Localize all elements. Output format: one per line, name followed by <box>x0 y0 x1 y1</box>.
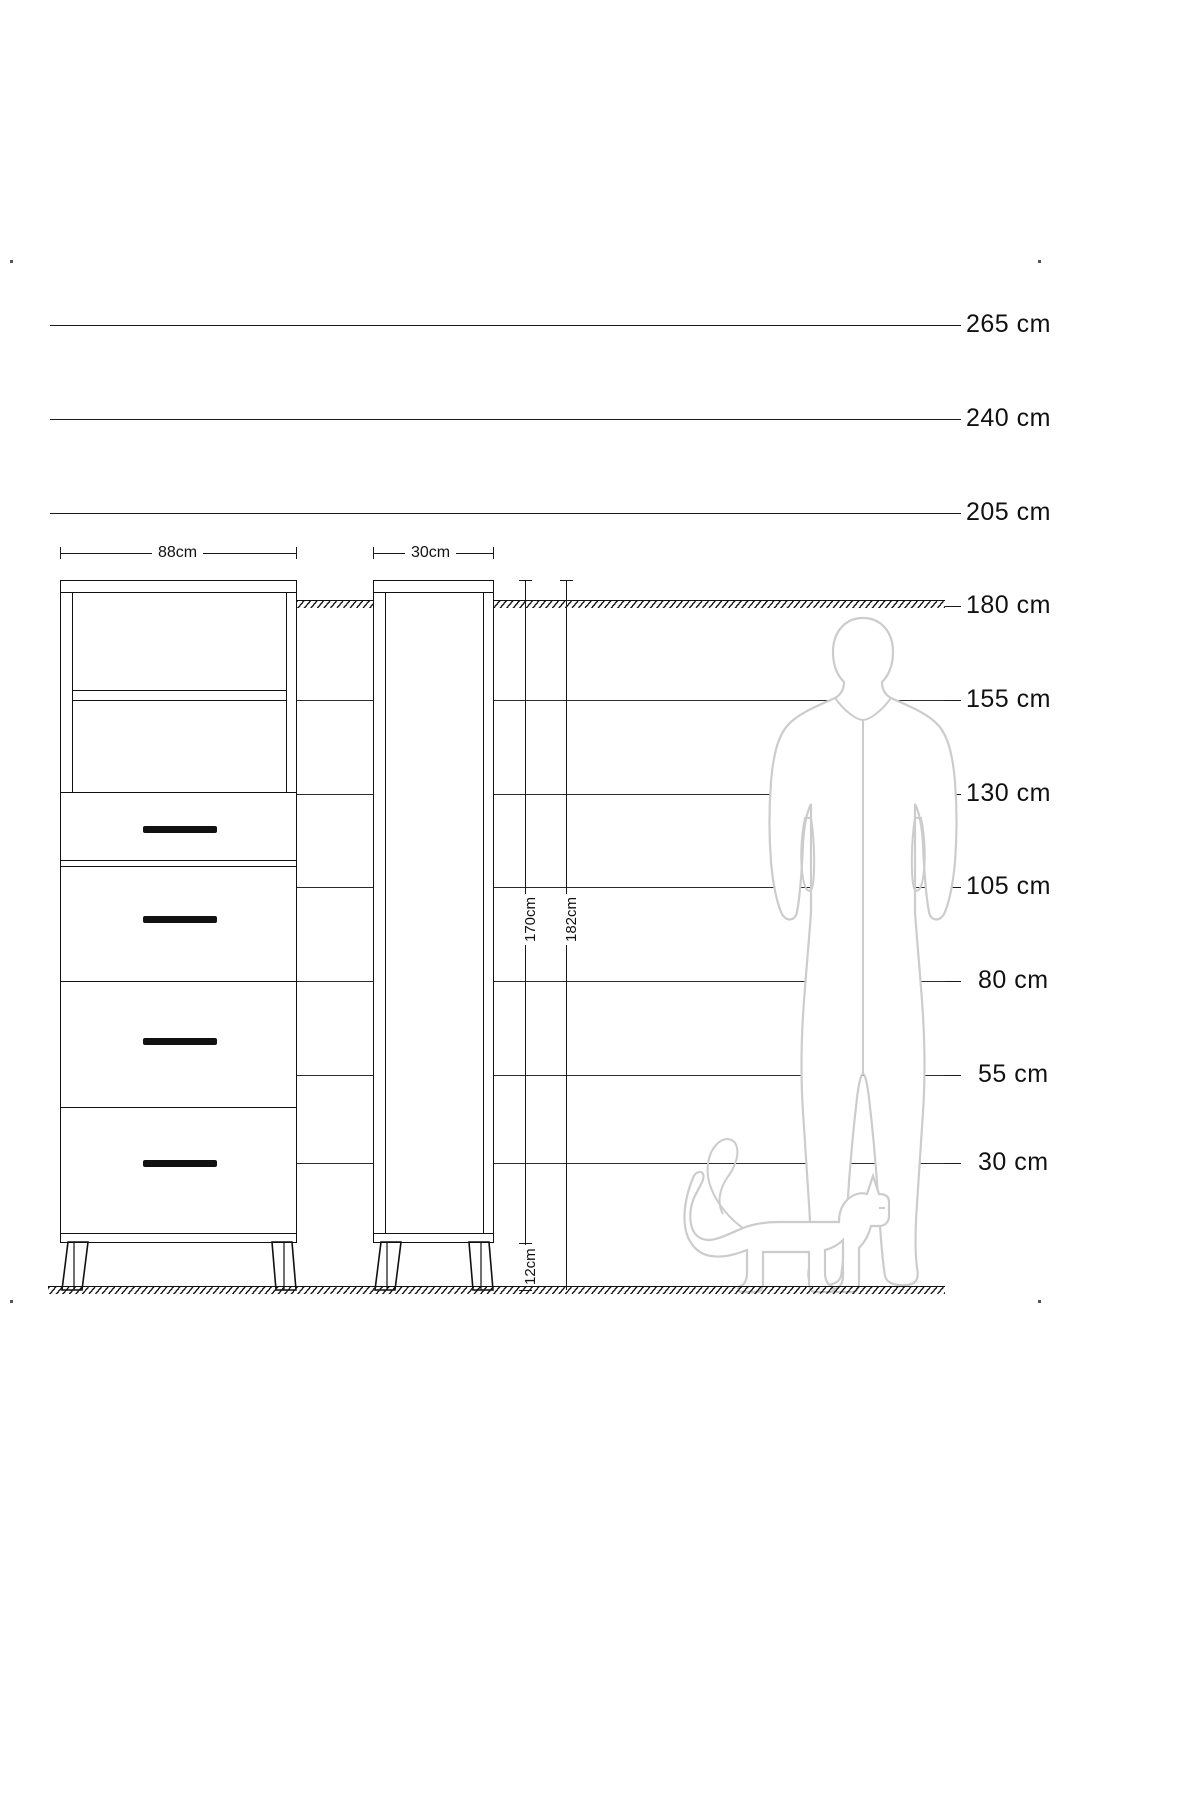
width-dimension-cap-right-30 <box>493 547 494 559</box>
scale-tick-240 <box>945 419 961 420</box>
dresser-open-shelf-right-edge <box>286 592 287 792</box>
scale-label-105: 105 cm <box>966 872 1051 900</box>
vertical-dimension-cap-top-182 <box>560 580 573 581</box>
dresser-drawer-handle-3[interactable] <box>143 1038 217 1045</box>
scale-tick-265 <box>945 325 961 326</box>
dresser-shelf-divider-2 <box>72 700 286 701</box>
registration-dot-top-right <box>1038 260 1041 263</box>
ground-line <box>48 1286 945 1294</box>
scale-line-265 <box>50 325 945 326</box>
registration-dot-bottom-right <box>1038 1300 1041 1303</box>
dresser-top-panel-line <box>60 592 297 593</box>
scale-tick-205 <box>945 513 961 514</box>
width-dimension-cap-left-88 <box>60 547 61 559</box>
scale-label-265: 265 cm <box>966 310 1051 338</box>
dresser-drawer-handle-4[interactable] <box>143 1160 217 1167</box>
scale-tick-180 <box>945 606 961 607</box>
narrow-cabinet-top-panel-line <box>373 592 494 593</box>
scale-label-205: 205 cm <box>966 498 1051 526</box>
dresser-drawer-handle-2[interactable] <box>143 916 217 923</box>
tall-dresser-cabinet[interactable] <box>60 580 297 1243</box>
narrow-cabinet-base-panel-line <box>373 1233 494 1234</box>
dresser-drawer-handle-1[interactable] <box>143 826 217 833</box>
width-dimension-cap-right-88 <box>296 547 297 559</box>
vertical-dimension-cap-top-170 <box>519 580 532 581</box>
scale-label-240: 240 cm <box>966 404 1051 432</box>
scale-label-180: 180 cm <box>966 591 1051 619</box>
width-dimension-cap-left-30 <box>373 547 374 559</box>
dresser-drawer-divider-2 <box>60 981 297 982</box>
scale-label-80: 80 cm <box>978 966 1049 994</box>
registration-dot-top-left <box>10 260 13 263</box>
dresser-open-shelf-left-edge <box>72 592 73 792</box>
cat-silhouette <box>683 1130 913 1294</box>
vertical-dimension-label-182: 182cm <box>562 894 581 945</box>
registration-dot-bottom-left <box>10 1300 13 1303</box>
narrow-cabinet-door-right-edge <box>483 592 484 1233</box>
scale-line-205 <box>50 513 945 514</box>
dresser-shelf-bottom-line <box>60 792 297 793</box>
width-dimension-label-30: 30cm <box>405 544 456 562</box>
narrow-cabinet-door-left-edge <box>385 592 386 1233</box>
vertical-dimension-label-170: 170cm <box>521 894 540 945</box>
vertical-dimension-label-12: 12cm <box>521 1245 540 1288</box>
dresser-shelf-divider-1 <box>72 690 286 691</box>
scale-line-240 <box>50 419 945 420</box>
scale-label-130: 130 cm <box>966 779 1051 807</box>
dresser-drawer-divider-3 <box>60 1107 297 1108</box>
vertical-dimension-cap-bottom-170 <box>519 1243 532 1244</box>
dresser-drawer-divider-1 <box>60 860 297 861</box>
scale-label-30: 30 cm <box>978 1148 1049 1176</box>
width-dimension-label-88: 88cm <box>152 544 203 562</box>
dresser-base-panel-line <box>60 1233 297 1234</box>
dresser-drawer-divider-1b <box>60 866 297 867</box>
scale-label-155: 155 cm <box>966 685 1051 713</box>
scale-label-55: 55 cm <box>978 1060 1049 1088</box>
narrow-tall-cabinet[interactable] <box>373 580 494 1243</box>
